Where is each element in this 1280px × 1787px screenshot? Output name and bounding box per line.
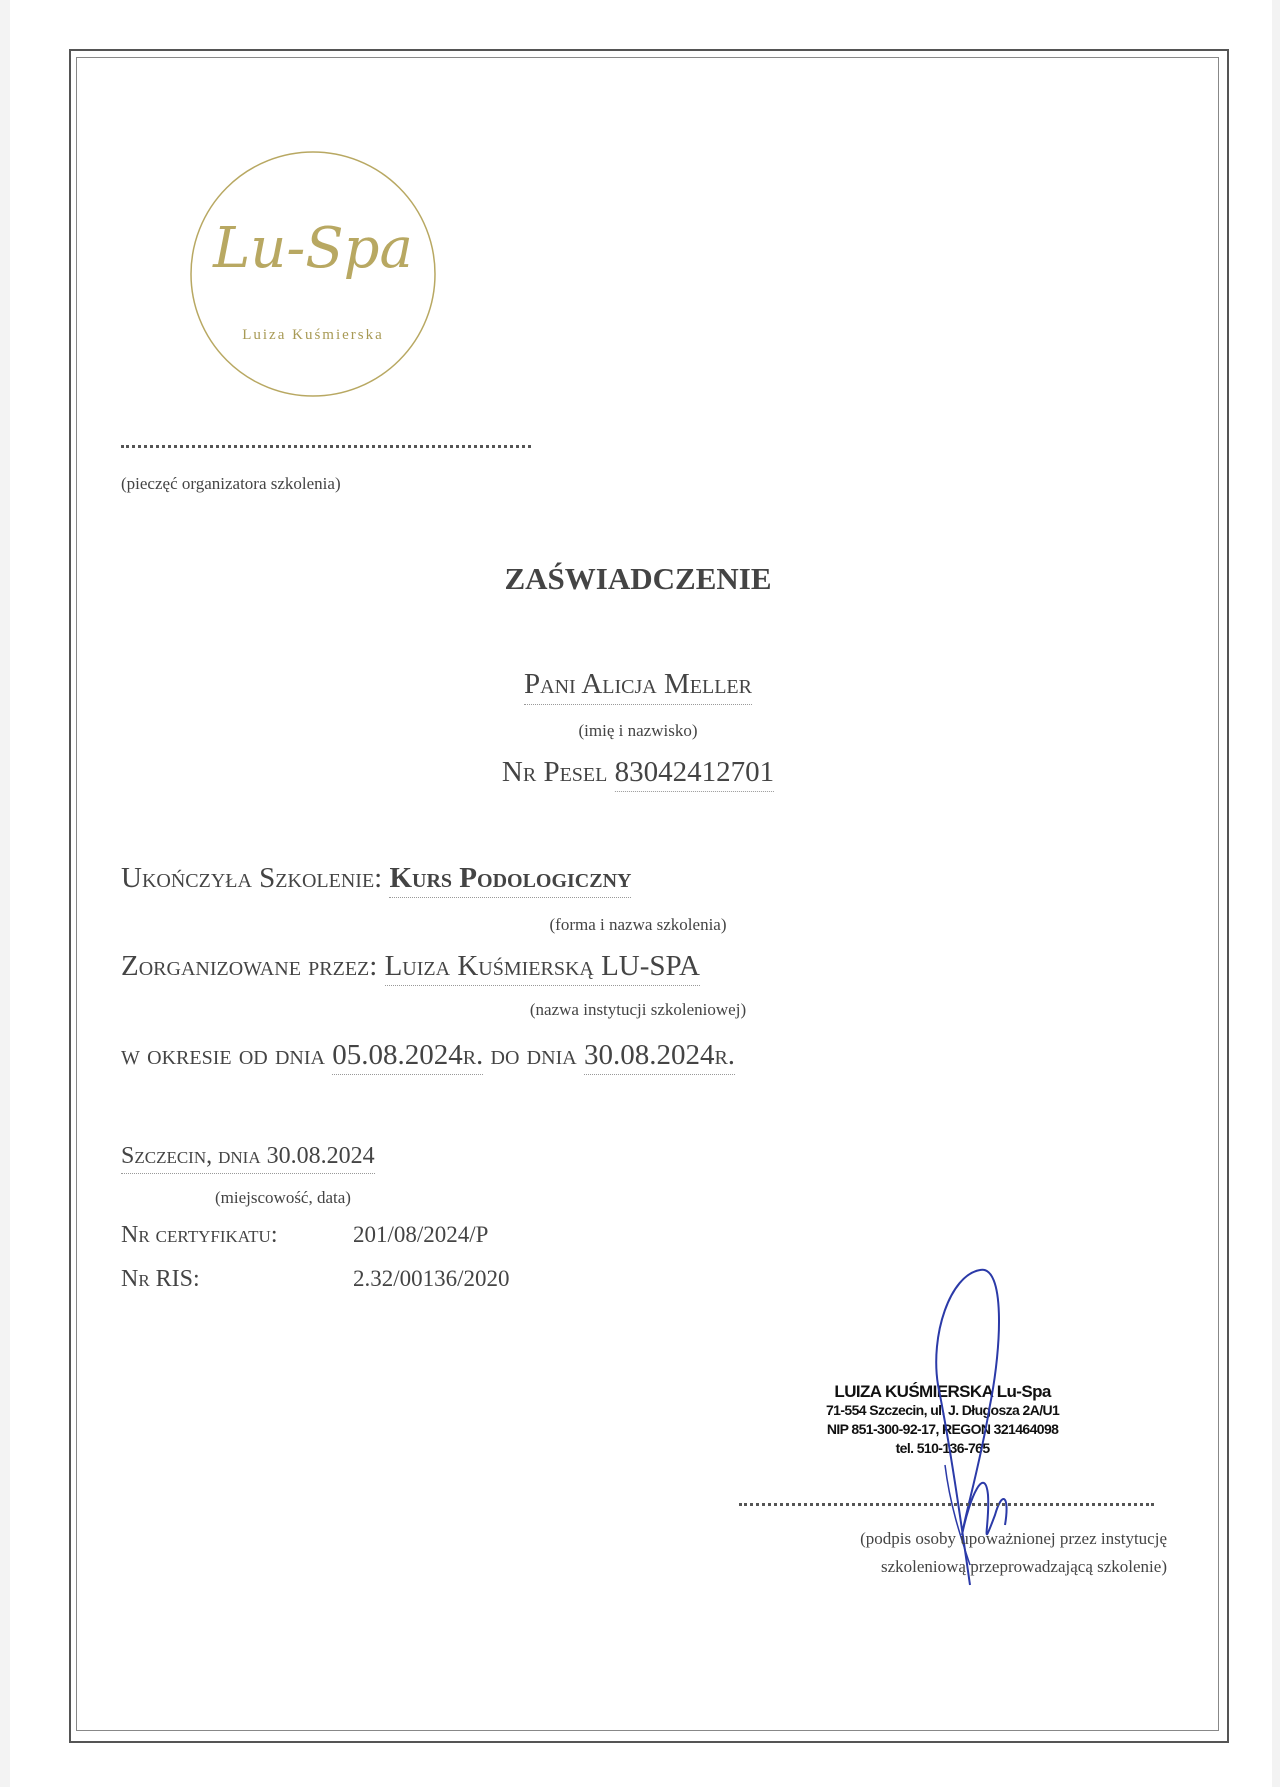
signature-caption-line-1: (podpis osoby upoważnionej przez instytucję <box>860 1529 1167 1548</box>
certificate-page <box>10 0 1272 1787</box>
stamp-line-2: 71-554 Szczecin, ul. J. Długosza 2A/U1 <box>826 1402 1060 1418</box>
pesel-line <box>502 756 774 789</box>
signature-caption-line-2: szkoleniową przeprowadzającą szkolenie) <box>880 1557 1167 1576</box>
document-title: ZAŚWIADCZENIE <box>504 561 772 596</box>
stamp-line-3: NIP 851-300-92-17, REGON 321464098 <box>826 1421 1059 1437</box>
signature-caption <box>747 1525 1167 1581</box>
logo-name: Luiza Kuśmierska <box>242 327 384 343</box>
period-middle: do dnia <box>490 1039 577 1071</box>
recipient-caption: (imię i nazwisko) <box>578 721 698 740</box>
pesel-value: 83042412701 <box>615 756 775 792</box>
signature-dotted-line <box>739 1503 1154 1506</box>
period-line <box>121 1039 735 1072</box>
pesel-label: Nr Pesel <box>501 756 608 788</box>
place-city: Szczecin, <box>121 1143 213 1169</box>
period-to: 30.08.2024r. <box>584 1039 735 1075</box>
stamp-caption: (pieczęć organizatora szkolenia) <box>121 474 341 493</box>
recipient-name: Pani Alicja Meller <box>524 668 752 705</box>
period-from: 05.08.2024r. <box>332 1039 483 1075</box>
stamp-dotted-line <box>121 445 531 448</box>
place-dnia: dnia <box>218 1143 261 1169</box>
place-date: 30.08.2024 <box>266 1143 375 1169</box>
course-caption: (forma i nazwa szkolenia) <box>549 915 727 934</box>
certificate-label: Nr certyfikatu: <box>121 1222 278 1248</box>
place-caption: (miejscowość, data) <box>215 1188 351 1207</box>
organizer-caption: (nazwa instytucji szkoleniowej) <box>529 1000 747 1019</box>
ris-label: Nr RIS: <box>121 1266 200 1292</box>
course-label: Ukończyła Szkolenie: <box>121 862 383 894</box>
period-prefix: w okresie od dnia <box>121 1039 325 1071</box>
organizer-value: Luiza Kuśmierską LU-SPA <box>385 950 700 986</box>
ris-value: 2.32/00136/2020 <box>353 1266 510 1291</box>
logo-seal <box>188 149 438 399</box>
course-value: Kurs Podologiczny <box>389 862 631 898</box>
course-line <box>121 862 631 895</box>
place-date-line <box>121 1143 375 1174</box>
organizer-label: Zorganizowane przez: <box>121 950 378 982</box>
logo-script: Lu-Spa <box>213 216 413 281</box>
certificate-value: 201/08/2024/P <box>353 1222 489 1247</box>
stamp-line-4: tel. 510-136-765 <box>895 1440 990 1456</box>
stamp-line-1: LUIZA KUŚMIERSKA Lu-Spa <box>834 1382 1051 1401</box>
organizer-line <box>121 950 700 983</box>
